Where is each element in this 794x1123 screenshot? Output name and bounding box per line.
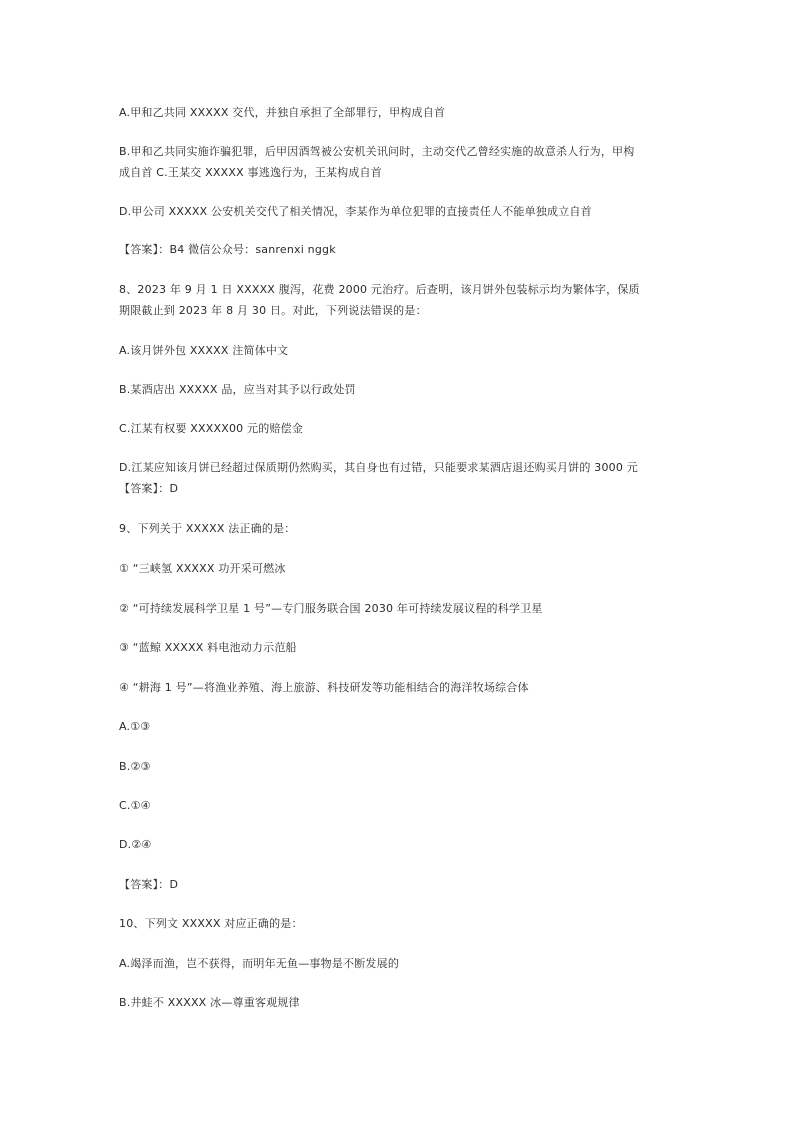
- option-c-q8: C.江某有权要 XXXXX00 元的赔偿金: [119, 422, 304, 435]
- option-a-q7: A.甲和乙共同 XXXXX 交代，并独自承担了全部罪行，甲构成自首: [119, 106, 446, 119]
- option-a-q9: A.①③: [119, 720, 151, 733]
- question-8: 8、2023 年 9 月 1 日 XXXXX 腹泻，花费 2000 元治疗。后查明，该月饼外包装标示均为繁体字，保质: [119, 283, 640, 296]
- option-d-q9: D.②④: [119, 838, 152, 851]
- item-3-q9: ③ “蓝鲸 XXXXX 料电池动力示范船: [119, 641, 297, 654]
- option-d-q7: D.甲公司 XXXXX 公安机关交代了相关情况，李某作为单位犯罪的直接责任人不能单独成立自首: [119, 205, 592, 218]
- question-10: 10、下列文 XXXXX 对应正确的是：: [119, 917, 303, 930]
- option-b-q8: B.某酒店出 XXXXX 品，应当对其予以行政处罚: [119, 383, 356, 396]
- option-b-q7: B.甲和乙共同实施诈骗犯罪，后甲因酒驾被公安机关讯问时，主动交代乙曾经实施的故意杀人行为，甲构: [119, 145, 635, 158]
- answer-q9: 【答案】：D: [119, 878, 179, 891]
- option-a-q10: A.竭泽而渔，岂不获得，而明年无鱼—事物是不断发展的: [119, 957, 400, 970]
- item-2-q9: ② “可持续发展科学卫星 1 号”—专门服务联合国 2030 年可持续发展议程的科学卫星: [119, 602, 543, 615]
- item-4-q9: ④ “耕海 1 号”—将渔业养殖、海上旅游、科技研发等功能相结合的海洋牧场综合体: [119, 681, 529, 694]
- option-b-q7-cont: 成自首 C.王某交 XXXXX 事逃逸行为，王某构成自首: [119, 166, 382, 179]
- answer-q7: 【答案】：B4 微信公众号：sanrenxi nggk: [119, 243, 336, 256]
- option-d-q8: D.江某应知该月饼已经超过保质期仍然购买，其自身也有过错，只能要求某酒店退还购买月饼的 3000 元: [119, 461, 638, 474]
- question-8-cont: 期限截止到 2023 年 8 月 30 日。对此，下列说法错误的是：: [119, 304, 427, 317]
- option-a-q8: A.该月饼外包 XXXXX 注简体中文: [119, 344, 289, 357]
- option-b-q10: B.井蛙不 XXXXX 冰—尊重客观规律: [119, 996, 300, 1009]
- item-1-q9: ① “三峡氢 XXXXX 功开采可燃冰: [119, 562, 286, 575]
- option-c-q9: C.①④: [119, 799, 151, 812]
- option-b-q9: B.②③: [119, 760, 151, 773]
- question-9: 9、下列关于 XXXXX 法正确的是：: [119, 522, 296, 535]
- answer-q8: 【答案】：D: [119, 482, 179, 495]
